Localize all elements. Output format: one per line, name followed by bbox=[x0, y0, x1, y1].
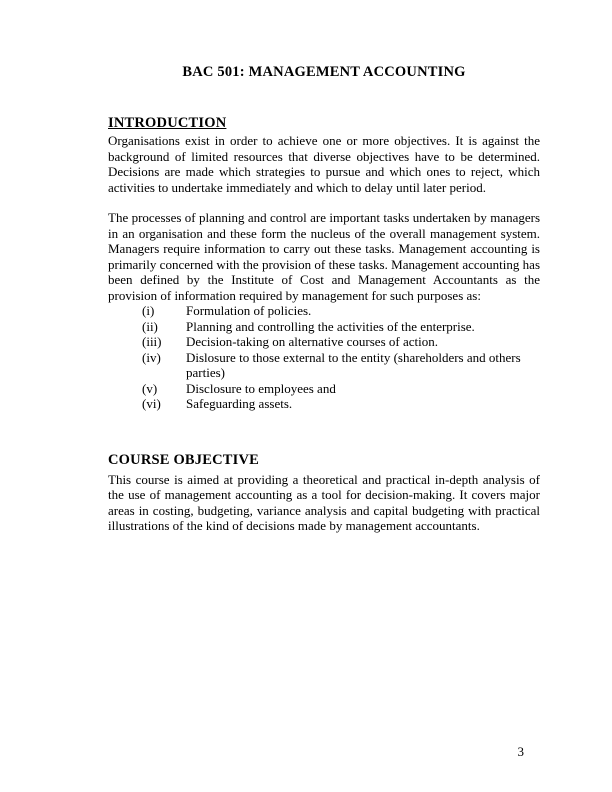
list-item-text: Disclosure to employees and bbox=[186, 380, 336, 396]
list-item-text: Formulation of policies. bbox=[186, 303, 312, 318]
introduction-paragraph-2: The processes of planning and control are important tasks undertaken by managers in an organisation and these form the nucleus of the overall management system. Managers require information to carry out these tasks. Management accounting is primarily concerned with the provision of these tasks. Management accounting has been defined by the Institute of Cost and Management Accountants as the provision of information required by management for such purposes as: bbox=[108, 210, 540, 303]
list-item-marker: (vi) bbox=[142, 396, 161, 411]
list-item bbox=[108, 396, 540, 412]
list-item-text: Safeguarding assets. bbox=[186, 396, 293, 411]
page-number: 3 bbox=[517, 744, 524, 759]
introduction-heading: INTRODUCTION bbox=[108, 115, 227, 131]
course-objective-paragraph: This course is aimed at providing a theoretical and practical in-depth analysis of the use of management accounting as a tool for decision-making. It covers major areas in costing, budgeting, variance analysis and capital budgeting with practical illustrations of the kind of decisions made by management accountants. bbox=[108, 471, 540, 533]
list-item bbox=[108, 381, 540, 397]
introduction-paragraph-1: Organisations exist in order to achieve one or more objectives. It is against the background of limited resources that diverse objectives have to be determined. Decisions are made which strategies to pursue and which ones to reject, which activities to undertake immediately and which to delay until later period. bbox=[108, 133, 540, 195]
list-item bbox=[108, 319, 540, 335]
list-item-marker: (v) bbox=[142, 380, 158, 396]
list-item-text: Dislosure to those external to the entity (shareholders and others parties) bbox=[186, 349, 521, 380]
list-item-text: Decision-taking on alternative courses of action. bbox=[186, 334, 438, 349]
list-item bbox=[108, 350, 540, 381]
page-content bbox=[108, 64, 540, 534]
course-objective-heading: COURSE OBJECTIVE bbox=[108, 451, 260, 468]
list-item-marker: (ii) bbox=[142, 318, 158, 334]
page-title: BAC 501: MANAGEMENT ACCOUNTING bbox=[182, 64, 466, 80]
introduction-section bbox=[108, 115, 540, 412]
list-item-marker: (iii) bbox=[142, 334, 162, 349]
list-item-text: Planning and controlling the activities of the enterprise. bbox=[186, 318, 475, 334]
list-item bbox=[108, 334, 540, 350]
purposes-list bbox=[108, 303, 540, 412]
list-item bbox=[108, 303, 540, 319]
course-objective-section bbox=[108, 452, 540, 534]
list-item-marker: (iv) bbox=[142, 349, 161, 365]
list-item-marker: (i) bbox=[142, 303, 155, 318]
